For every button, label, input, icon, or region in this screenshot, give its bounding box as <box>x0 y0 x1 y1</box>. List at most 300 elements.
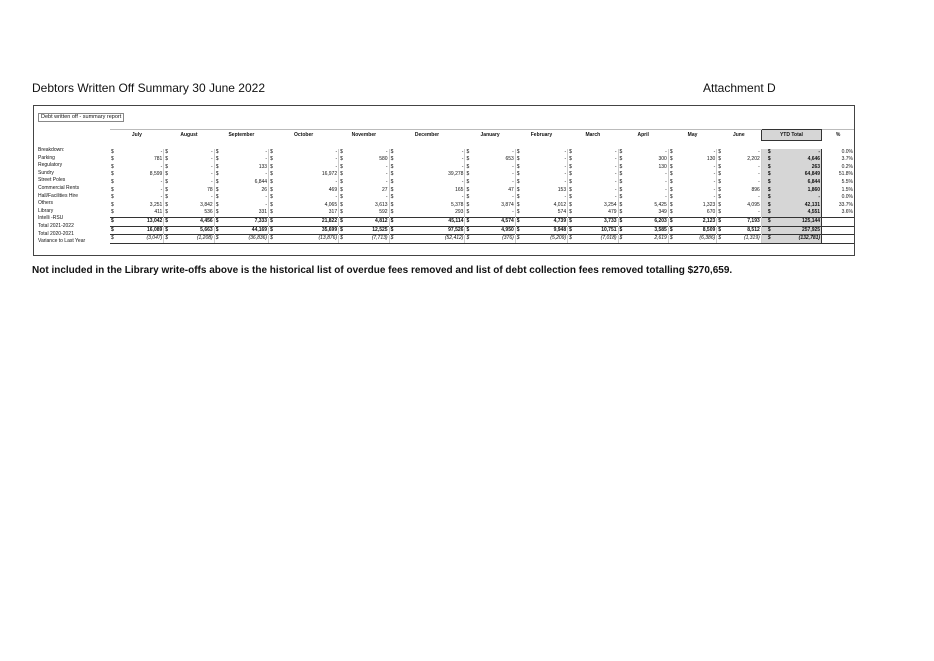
cell-value: - <box>526 171 568 179</box>
currency-symbol: $ <box>515 217 525 226</box>
cell-value: - <box>526 164 568 172</box>
cell-value: 9,948 <box>526 226 568 235</box>
cell-value: 78 <box>174 187 214 195</box>
currency-symbol: $ <box>466 201 470 208</box>
currency-symbol: $ <box>516 171 520 178</box>
currency-symbol: $ <box>718 163 722 170</box>
document-title: Debtors Written Off Summary 30 June 2022 <box>32 81 265 95</box>
currency-symbol: $ <box>619 163 623 170</box>
currency-symbol: $ <box>390 171 394 178</box>
cell-value: - <box>225 156 269 164</box>
currency-symbol: $ <box>761 156 771 164</box>
ytd-total-value: 64,849 <box>772 171 822 179</box>
currency-symbol: $ <box>761 149 771 157</box>
currency-symbol: $ <box>669 148 673 155</box>
table-row <box>110 156 854 164</box>
currency-symbol: $ <box>111 178 114 185</box>
cell-value: 1,323 <box>679 202 717 210</box>
currency-symbol: $ <box>389 226 399 235</box>
column-header-september: September <box>214 130 268 141</box>
column-header-may: May <box>668 130 716 141</box>
cell-value: - <box>279 194 339 202</box>
cell-value: 12,525 <box>349 226 389 235</box>
currency-symbol: $ <box>340 209 343 216</box>
currency-symbol: $ <box>618 226 628 235</box>
currency-symbol: $ <box>569 201 572 208</box>
cell-value: (3,047) <box>120 235 164 244</box>
cell-value: - <box>475 149 515 157</box>
table-row <box>110 202 854 210</box>
currency-symbol: $ <box>340 201 343 208</box>
cell-value: 2,619 <box>628 235 668 244</box>
cell-value: - <box>174 171 214 179</box>
cell-value: 3,254 <box>578 202 618 210</box>
cell-value: 4,574 <box>475 217 515 226</box>
currency-symbol: $ <box>669 209 673 216</box>
currency-symbol: $ <box>569 186 572 193</box>
currency-symbol: $ <box>339 217 349 226</box>
table-row <box>110 187 854 195</box>
cell-value: 592 <box>349 209 389 217</box>
currency-symbol: $ <box>718 148 722 155</box>
cell-value: - <box>727 194 761 202</box>
currency-symbol: $ <box>165 148 169 155</box>
cell-value: 317 <box>279 209 339 217</box>
percent-value <box>822 226 854 235</box>
row-label: Hall/Facilities Hire <box>38 192 79 199</box>
table-row <box>110 179 854 187</box>
currency-symbol: $ <box>270 178 273 185</box>
cell-value: 479 <box>578 209 618 217</box>
currency-symbol: $ <box>340 178 343 185</box>
currency-symbol: $ <box>215 156 219 163</box>
column-header-june: June <box>717 130 762 141</box>
currency-symbol: $ <box>466 163 470 170</box>
currency-symbol: $ <box>718 186 722 193</box>
cell-value: - <box>526 194 568 202</box>
cell-value: 653 <box>475 156 515 164</box>
cell-value: - <box>349 164 389 172</box>
cell-value: - <box>120 187 164 195</box>
cell-value: 536 <box>174 209 214 217</box>
cell-value: (52,412) <box>399 235 465 244</box>
ytd-total-value: 257,925 <box>772 226 822 235</box>
cell-value: 16,972 <box>279 171 339 179</box>
cell-value: - <box>578 187 618 195</box>
cell-value: 896 <box>727 187 761 195</box>
cell-value: - <box>349 179 389 187</box>
cell-value: - <box>399 164 465 172</box>
ytd-total-value: - <box>772 149 822 157</box>
currency-symbol: $ <box>669 201 673 208</box>
cell-value: 670 <box>679 209 717 217</box>
column-header-november: November <box>339 130 389 141</box>
cell-value: - <box>578 156 618 164</box>
cell-value: - <box>475 209 515 217</box>
cell-value: 3,613 <box>349 202 389 210</box>
currency-symbol: $ <box>340 156 343 163</box>
currency-symbol: $ <box>516 201 520 208</box>
currency-symbol: $ <box>339 226 349 235</box>
cell-value: - <box>475 171 515 179</box>
currency-symbol: $ <box>569 163 572 170</box>
currency-symbol: $ <box>465 235 475 244</box>
cell-value: 16,089 <box>120 226 164 235</box>
currency-symbol: $ <box>111 148 114 155</box>
currency-symbol: $ <box>165 171 169 178</box>
currency-symbol: $ <box>214 217 224 226</box>
cell-value: - <box>578 149 618 157</box>
table-row <box>110 149 854 157</box>
currency-symbol: $ <box>340 163 343 170</box>
cell-value: - <box>279 164 339 172</box>
currency-symbol: $ <box>569 209 572 216</box>
cell-value: - <box>349 149 389 157</box>
currency-symbol: $ <box>269 217 279 226</box>
currency-symbol: $ <box>669 171 673 178</box>
column-header-ytd-total: YTD Total <box>761 130 821 141</box>
cell-value: 3,733 <box>578 217 618 226</box>
currency-symbol: $ <box>214 226 224 235</box>
cell-value: 45,114 <box>399 217 465 226</box>
currency-symbol: $ <box>718 209 722 216</box>
currency-symbol: $ <box>164 226 174 235</box>
currency-symbol: $ <box>619 194 623 201</box>
breakdown-row <box>110 141 854 149</box>
cell-value: - <box>174 149 214 157</box>
percent-value: 0.0% <box>841 194 853 201</box>
currency-symbol: $ <box>340 171 343 178</box>
currency-symbol: $ <box>761 226 771 235</box>
cell-value: - <box>399 156 465 164</box>
currency-symbol: $ <box>569 194 572 201</box>
currency-symbol: $ <box>669 186 673 193</box>
cell-value: - <box>399 149 465 157</box>
currency-symbol: $ <box>111 186 114 193</box>
ytd-total-value: (132,781) <box>772 235 822 244</box>
currency-symbol: $ <box>619 156 623 163</box>
table-row <box>110 217 854 226</box>
cell-value: - <box>578 179 618 187</box>
cell-value: - <box>174 194 214 202</box>
cell-value: 5,425 <box>628 202 668 210</box>
cell-value: - <box>225 171 269 179</box>
percent-value: 51.8% <box>838 171 853 178</box>
row-labels <box>38 147 85 246</box>
table-row <box>110 171 854 179</box>
currency-symbol: $ <box>761 217 771 226</box>
cell-value: - <box>578 194 618 202</box>
currency-symbol: $ <box>269 235 279 244</box>
percent-value: 3.7% <box>841 156 853 163</box>
row-label: Total 2021-2022 <box>38 222 74 229</box>
percent-value: 5.5% <box>841 178 853 185</box>
currency-symbol: $ <box>111 163 114 170</box>
cell-value: - <box>628 194 668 202</box>
currency-symbol: $ <box>568 226 578 235</box>
column-header-august: August <box>164 130 214 141</box>
cell-value: 44,169 <box>225 226 269 235</box>
percent-value <box>822 217 854 226</box>
cell-value: - <box>349 171 389 179</box>
currency-symbol: $ <box>390 163 394 170</box>
currency-symbol: $ <box>110 217 120 226</box>
row-label: Others <box>38 200 54 207</box>
cell-value: - <box>225 149 269 157</box>
cell-value: (6,386) <box>679 235 717 244</box>
cell-value: - <box>628 171 668 179</box>
cell-value: - <box>628 149 668 157</box>
currency-symbol: $ <box>466 209 470 216</box>
currency-symbol: $ <box>215 209 219 216</box>
currency-symbol: $ <box>669 156 673 163</box>
currency-symbol: $ <box>717 235 727 244</box>
cell-value: 130 <box>628 164 668 172</box>
table-row <box>110 226 854 235</box>
attachment-label: Attachment D <box>703 81 776 95</box>
row-label: Commercial Rents <box>38 184 80 191</box>
cell-value: 6,844 <box>225 179 269 187</box>
currency-symbol: $ <box>214 235 224 244</box>
cell-value: - <box>526 149 568 157</box>
currency-symbol: $ <box>390 156 394 163</box>
currency-symbol: $ <box>270 148 273 155</box>
currency-symbol: $ <box>569 148 572 155</box>
cell-value: 3,842 <box>174 202 214 210</box>
cell-value: 6,203 <box>628 217 668 226</box>
cell-value: 349 <box>628 209 668 217</box>
currency-symbol: $ <box>340 186 343 193</box>
row-label: Intelli -RSU <box>38 215 64 222</box>
cell-value: 300 <box>628 156 668 164</box>
cell-value: - <box>349 194 389 202</box>
cell-value: - <box>679 149 717 157</box>
table-row <box>110 194 854 202</box>
cell-value: 331 <box>225 209 269 217</box>
cell-value: - <box>679 164 717 172</box>
currency-symbol: $ <box>718 178 722 185</box>
cell-value: 5,378 <box>399 202 465 210</box>
cell-value: 8,512 <box>727 226 761 235</box>
currency-symbol: $ <box>668 217 678 226</box>
currency-symbol: $ <box>516 178 520 185</box>
currency-symbol: $ <box>618 235 628 244</box>
currency-symbol: $ <box>516 163 520 170</box>
ytd-total-value: 42,131 <box>772 202 822 210</box>
table-row <box>110 235 854 244</box>
currency-symbol: $ <box>569 156 572 163</box>
currency-symbol: $ <box>718 171 722 178</box>
ytd-total-value: 1,860 <box>772 187 822 195</box>
cell-value: 153 <box>526 187 568 195</box>
cell-value: 4,065 <box>279 202 339 210</box>
currency-symbol: $ <box>466 171 470 178</box>
ytd-total-value: 4,551 <box>772 209 822 217</box>
currency-symbol: $ <box>568 235 578 244</box>
currency-symbol: $ <box>390 209 394 216</box>
currency-symbol: $ <box>270 163 273 170</box>
currency-symbol: $ <box>466 194 470 201</box>
currency-symbol: $ <box>618 217 628 226</box>
currency-symbol: $ <box>215 148 219 155</box>
currency-symbol: $ <box>390 148 394 155</box>
cell-value: - <box>475 194 515 202</box>
currency-symbol: $ <box>619 148 623 155</box>
cell-value: 2,123 <box>679 217 717 226</box>
cell-value: 4,812 <box>349 217 389 226</box>
cell-value: - <box>120 194 164 202</box>
cell-value: - <box>628 187 668 195</box>
currency-symbol: $ <box>761 171 771 179</box>
cell-value: 39,278 <box>399 171 465 179</box>
cell-value: - <box>679 179 717 187</box>
currency-symbol: $ <box>111 156 114 163</box>
currency-symbol: $ <box>761 179 771 187</box>
currency-symbol: $ <box>215 186 219 193</box>
currency-symbol: $ <box>270 156 273 163</box>
currency-symbol: $ <box>270 201 273 208</box>
percent-value: 33.7% <box>838 201 853 208</box>
column-header-december: December <box>389 130 465 141</box>
currency-symbol: $ <box>110 226 120 235</box>
currency-symbol: $ <box>165 156 169 163</box>
cell-value: 7,193 <box>727 217 761 226</box>
currency-symbol: $ <box>569 171 572 178</box>
cell-value: - <box>727 179 761 187</box>
row-label: Total 2020-2021 <box>38 230 74 237</box>
cell-value: - <box>679 171 717 179</box>
currency-symbol: $ <box>215 194 219 201</box>
currency-symbol: $ <box>619 171 623 178</box>
currency-symbol: $ <box>340 148 343 155</box>
currency-symbol: $ <box>761 164 771 172</box>
cell-value: - <box>526 156 568 164</box>
column-header-october: October <box>269 130 339 141</box>
currency-symbol: $ <box>465 226 475 235</box>
summary-sheet <box>33 105 855 256</box>
footer-note: Not included in the Library write-offs above is the historical list of overdue fees removed and list of debt collection fees removed totalling $270,659. <box>32 265 733 276</box>
cell-value: 21,822 <box>279 217 339 226</box>
currency-symbol: $ <box>270 186 273 193</box>
currency-symbol: $ <box>718 201 722 208</box>
cell-value: 26 <box>225 187 269 195</box>
cell-value: 580 <box>349 156 389 164</box>
breakdown-label: Breakdown: <box>38 147 65 153</box>
cell-value: 411 <box>120 209 164 217</box>
cell-value: - <box>727 171 761 179</box>
cell-value: 4,456 <box>174 217 214 226</box>
currency-symbol: $ <box>389 235 399 244</box>
cell-value: (36,836) <box>225 235 269 244</box>
cell-value: - <box>279 179 339 187</box>
currency-symbol: $ <box>165 186 169 193</box>
currency-symbol: $ <box>516 209 520 216</box>
currency-symbol: $ <box>761 187 771 195</box>
currency-symbol: $ <box>164 217 174 226</box>
cell-value: - <box>679 194 717 202</box>
cell-value: 130 <box>679 156 717 164</box>
row-label: Sundry <box>38 169 54 176</box>
currency-symbol: $ <box>340 194 343 201</box>
percent-value: 3.6% <box>841 209 853 216</box>
cell-value: - <box>174 164 214 172</box>
currency-symbol: $ <box>668 226 678 235</box>
cell-value: - <box>475 179 515 187</box>
currency-symbol: $ <box>619 186 623 193</box>
cell-value: (1,319) <box>727 235 761 244</box>
currency-symbol: $ <box>761 194 771 202</box>
cell-value: - <box>399 194 465 202</box>
cell-value: 8,509 <box>679 226 717 235</box>
cell-value: (7,713) <box>349 235 389 244</box>
currency-symbol: $ <box>619 201 623 208</box>
cell-value: 4,012 <box>526 202 568 210</box>
cell-value: 10,751 <box>578 226 618 235</box>
currency-symbol: $ <box>717 226 727 235</box>
currency-symbol: $ <box>111 194 114 201</box>
column-header-july: July <box>110 130 164 141</box>
cell-value: 27 <box>349 187 389 195</box>
column-header-april: April <box>618 130 668 141</box>
currency-symbol: $ <box>619 209 623 216</box>
currency-symbol: $ <box>390 178 394 185</box>
currency-symbol: $ <box>270 209 273 216</box>
column-header-february: February <box>515 130 567 141</box>
column-header-january: January <box>465 130 515 141</box>
currency-symbol: $ <box>761 202 771 210</box>
cell-value: 4,095 <box>727 202 761 210</box>
currency-symbol: $ <box>465 217 475 226</box>
row-label: Library <box>38 207 54 214</box>
percent-value: 0.2% <box>841 163 853 170</box>
cell-value: - <box>225 202 269 210</box>
cell-value: - <box>578 171 618 179</box>
table-row <box>110 209 854 217</box>
cell-value: 3,874 <box>475 202 515 210</box>
currency-symbol: $ <box>111 201 114 208</box>
cell-value: 2,202 <box>727 156 761 164</box>
currency-symbol: $ <box>215 178 219 185</box>
currency-symbol: $ <box>215 201 219 208</box>
cell-value: 97,526 <box>399 226 465 235</box>
currency-symbol: $ <box>165 178 169 185</box>
cell-value: - <box>279 149 339 157</box>
currency-symbol: $ <box>339 235 349 244</box>
cell-value: - <box>727 164 761 172</box>
currency-symbol: $ <box>669 194 673 201</box>
currency-symbol: $ <box>717 217 727 226</box>
summary-table <box>110 129 854 244</box>
ytd-total-value: 4,646 <box>772 156 822 164</box>
cell-value: - <box>174 179 214 187</box>
cell-value: - <box>727 149 761 157</box>
cell-value: - <box>578 164 618 172</box>
currency-symbol: $ <box>165 209 169 216</box>
cell-value: (376) <box>475 235 515 244</box>
cell-value: - <box>727 209 761 217</box>
currency-symbol: $ <box>516 194 520 201</box>
breakdown-spacer <box>110 141 854 149</box>
currency-symbol: $ <box>466 186 470 193</box>
currency-symbol: $ <box>390 194 394 201</box>
ytd-total-value: 263 <box>772 164 822 172</box>
cell-value: - <box>628 179 668 187</box>
row-label: Street Poles <box>38 177 66 184</box>
currency-symbol: $ <box>270 194 273 201</box>
currency-symbol: $ <box>164 235 174 244</box>
currency-symbol: $ <box>466 178 470 185</box>
cell-value: 5,663 <box>174 226 214 235</box>
